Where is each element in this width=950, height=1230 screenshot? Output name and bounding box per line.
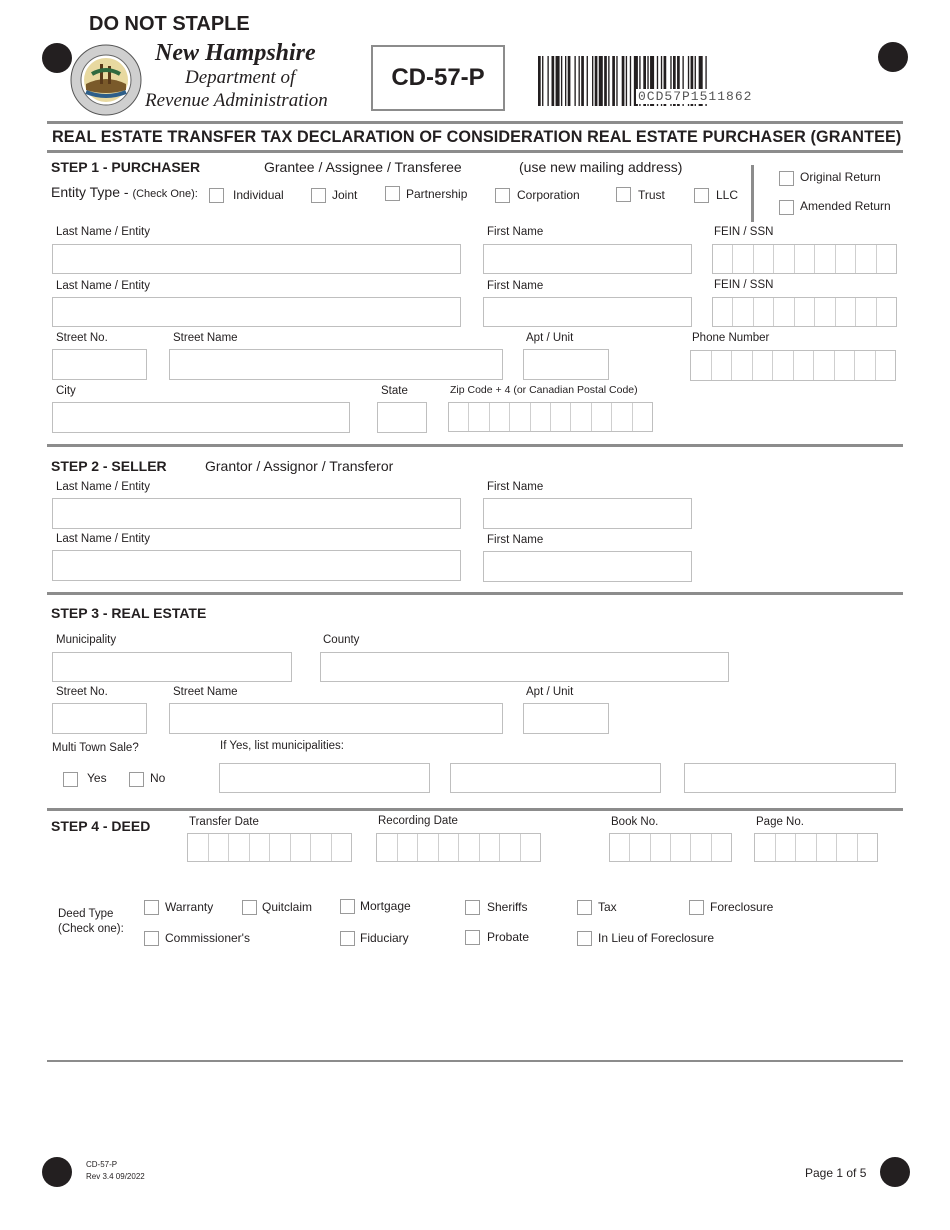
deed-fiduciary-label: Fiduciary — [360, 931, 409, 945]
multi-town-yes-checkbox[interactable] — [63, 772, 78, 787]
title-rule — [47, 150, 903, 153]
deed-commissioners-label: Commissioner's — [165, 931, 250, 945]
entity-type-label — [51, 184, 198, 200]
step2-heading: STEP 2 - SELLER — [51, 458, 167, 474]
deed-sheriffs-label: Sheriffs — [487, 900, 528, 914]
entity-partnership-checkbox[interactable] — [385, 186, 400, 201]
purchaser-phone-label: Phone Number — [692, 332, 770, 344]
form-code-box — [371, 45, 505, 111]
page-number-label: Page No. — [756, 816, 804, 828]
purchaser-zip-field[interactable] — [448, 402, 653, 432]
entity-partnership-label: Partnership — [406, 187, 468, 201]
purchaser-street-no-field[interactable] — [52, 349, 147, 380]
property-street-no-field[interactable] — [52, 703, 147, 734]
municipality-list-field-2[interactable] — [450, 763, 661, 793]
purchaser1-fein-field[interactable] — [712, 244, 897, 274]
property-street-name-field[interactable] — [169, 703, 503, 734]
do-not-staple-notice: DO NOT STAPLE — [89, 13, 250, 35]
registration-mark-bottom-right — [880, 1157, 910, 1187]
barcode-text: 0CD57P1511862 — [638, 89, 753, 104]
department-line-2: Revenue Administration — [145, 90, 328, 111]
purchaser-apt-field[interactable] — [523, 349, 609, 380]
purchaser-state-field[interactable] — [377, 402, 427, 433]
purchaser2-last-name-field[interactable] — [52, 297, 461, 327]
entity-joint-checkbox[interactable] — [311, 188, 326, 203]
seller2-first-name-label: First Name — [487, 534, 544, 546]
purchaser1-first-name-field[interactable] — [483, 244, 692, 274]
entity-llc-checkbox[interactable] — [694, 188, 709, 203]
form-code: CD-57-P — [391, 64, 485, 91]
transfer-date-field[interactable] — [187, 833, 352, 862]
purchaser1-last-name-field[interactable] — [52, 244, 461, 274]
purchaser1-last-name-label: Last Name / Entity — [56, 226, 150, 238]
purchaser-phone-field[interactable] — [690, 350, 896, 381]
deed-quitclaim-label: Quitclaim — [262, 900, 313, 914]
footer-form-code: CD-57-P — [86, 1160, 118, 1169]
step4-heading: STEP 4 - DEED — [51, 818, 151, 834]
multi-town-label: Multi Town Sale? — [52, 742, 139, 754]
seller1-last-name-field[interactable] — [52, 498, 461, 529]
entity-individual-checkbox[interactable] — [209, 188, 224, 203]
property-apt-label: Apt / Unit — [526, 686, 574, 698]
multi-town-yes-label: Yes — [87, 771, 107, 785]
deed-warranty-checkbox[interactable] — [144, 900, 159, 915]
municipalities-list-label: If Yes, list municipalities: — [220, 740, 345, 752]
recording-date-field[interactable] — [376, 833, 541, 862]
municipality-list-field-3[interactable] — [684, 763, 896, 793]
entity-joint-label: Joint — [332, 188, 358, 202]
original-return-label: Original Return — [800, 170, 881, 184]
deed-tax-checkbox[interactable] — [577, 900, 592, 915]
footer-revision: Rev 3.4 09/2022 — [86, 1172, 145, 1181]
purchaser-street-no-label: Street No. — [56, 332, 108, 344]
entity-individual-label: Individual — [233, 188, 284, 202]
deed-type-label: Deed Type — [58, 908, 114, 920]
multi-town-no-label: No — [150, 771, 166, 785]
seller2-last-name-label: Last Name / Entity — [56, 533, 150, 545]
page-number-field[interactable] — [754, 833, 878, 862]
deed-probate-checkbox[interactable] — [465, 930, 480, 945]
step1-subheading: Grantee / Assignee / Transferee — [264, 159, 462, 175]
original-return-checkbox[interactable] — [779, 171, 794, 186]
deed-type-hint: (Check one): — [58, 923, 124, 935]
registration-mark-bottom-left — [42, 1157, 72, 1187]
deed-mortgage-label: Mortgage — [360, 899, 411, 913]
purchaser2-fein-label: FEIN / SSN — [714, 279, 774, 291]
deed-probate-label: Probate — [487, 930, 530, 944]
purchaser2-fein-field[interactable] — [712, 297, 897, 327]
purchaser-street-name-field[interactable] — [169, 349, 503, 380]
purchaser2-last-name-label: Last Name / Entity — [56, 280, 150, 292]
multi-town-no-checkbox[interactable] — [129, 772, 144, 787]
form-title: REAL ESTATE TRANSFER TAX DECLARATION OF CONSIDERATION REAL ESTATE PURCHASER (GRANTEE) — [52, 128, 902, 146]
purchaser-street-name-label: Street Name — [173, 332, 238, 344]
deed-sheriffs-checkbox[interactable] — [465, 900, 480, 915]
book-number-label: Book No. — [611, 816, 659, 828]
state-name: New Hampshire — [155, 40, 316, 66]
entity-corporation-label: Corporation — [517, 188, 580, 202]
property-street-name-label: Street Name — [173, 686, 238, 698]
step3-heading: STEP 3 - REAL ESTATE — [51, 605, 207, 621]
purchaser-zip-label: Zip Code + 4 (or Canadian Postal Code) — [450, 384, 638, 396]
deed-warranty-label: Warranty — [165, 900, 214, 914]
deed-fiduciary-checkbox[interactable] — [340, 931, 355, 946]
department-line-1: Department of — [185, 67, 296, 88]
municipality-list-field-1[interactable] — [219, 763, 430, 793]
deed-mortgage-checkbox[interactable] — [340, 899, 355, 914]
book-number-field[interactable] — [609, 833, 732, 862]
deed-in-lieu-checkbox[interactable] — [577, 931, 592, 946]
recording-date-label: Recording Date — [378, 815, 458, 827]
amended-return-checkbox[interactable] — [779, 200, 794, 215]
purchaser1-first-name-label: First Name — [487, 226, 544, 238]
purchaser-state-label: State — [381, 385, 408, 397]
entity-corporation-checkbox[interactable] — [495, 188, 510, 203]
bottom-rule — [47, 1060, 903, 1062]
purchaser-city-field[interactable] — [52, 402, 350, 433]
state-seal-icon — [70, 44, 142, 116]
seller1-first-name-label: First Name — [487, 481, 544, 493]
entity-type-hint: (Check One): — [132, 188, 198, 200]
entity-trust-checkbox[interactable] — [616, 187, 631, 202]
purchaser1-fein-label: FEIN / SSN — [714, 226, 774, 238]
purchaser-city-label: City — [56, 385, 76, 397]
seller1-first-name-field[interactable] — [483, 498, 692, 529]
entity-type-label-text: Entity Type - — [51, 184, 129, 200]
municipality-label: Municipality — [56, 634, 117, 646]
seller2-last-name-field[interactable] — [52, 550, 461, 581]
deed-in-lieu-label: In Lieu of Foreclosure — [598, 931, 715, 945]
deed-foreclosure-checkbox[interactable] — [689, 900, 704, 915]
county-field[interactable] — [320, 652, 729, 682]
return-type-divider — [751, 165, 754, 222]
purchaser2-first-name-field[interactable] — [483, 297, 692, 327]
step2-subheading: Grantor / Assignor / Transferor — [205, 458, 394, 474]
registration-mark-top-right — [878, 42, 908, 72]
purchaser-apt-label: Apt / Unit — [526, 332, 574, 344]
mailing-note: (use new mailing address) — [519, 159, 683, 175]
registration-mark-top-left — [42, 43, 72, 73]
step1-heading: STEP 1 - PURCHASER — [51, 159, 201, 175]
top-rule — [47, 121, 903, 124]
county-label: County — [323, 634, 360, 646]
municipality-field[interactable] — [52, 652, 292, 682]
deed-quitclaim-checkbox[interactable] — [242, 900, 257, 915]
deed-tax-label: Tax — [598, 900, 617, 914]
page-number: Page 1 of 5 — [805, 1166, 867, 1180]
deed-foreclosure-label: Foreclosure — [710, 900, 774, 914]
amended-return-label: Amended Return — [800, 199, 891, 213]
step2-bottom-rule — [47, 592, 903, 595]
property-apt-field[interactable] — [523, 703, 609, 734]
purchaser2-first-name-label: First Name — [487, 280, 544, 292]
transfer-date-label: Transfer Date — [189, 816, 259, 828]
step1-bottom-rule — [47, 444, 903, 447]
property-street-no-label: Street No. — [56, 686, 108, 698]
step3-bottom-rule — [47, 808, 903, 811]
entity-llc-label: LLC — [716, 188, 739, 202]
seller1-last-name-label: Last Name / Entity — [56, 481, 150, 493]
seller2-first-name-field[interactable] — [483, 551, 692, 582]
deed-commissioners-checkbox[interactable] — [144, 931, 159, 946]
entity-trust-label: Trust — [638, 188, 665, 202]
